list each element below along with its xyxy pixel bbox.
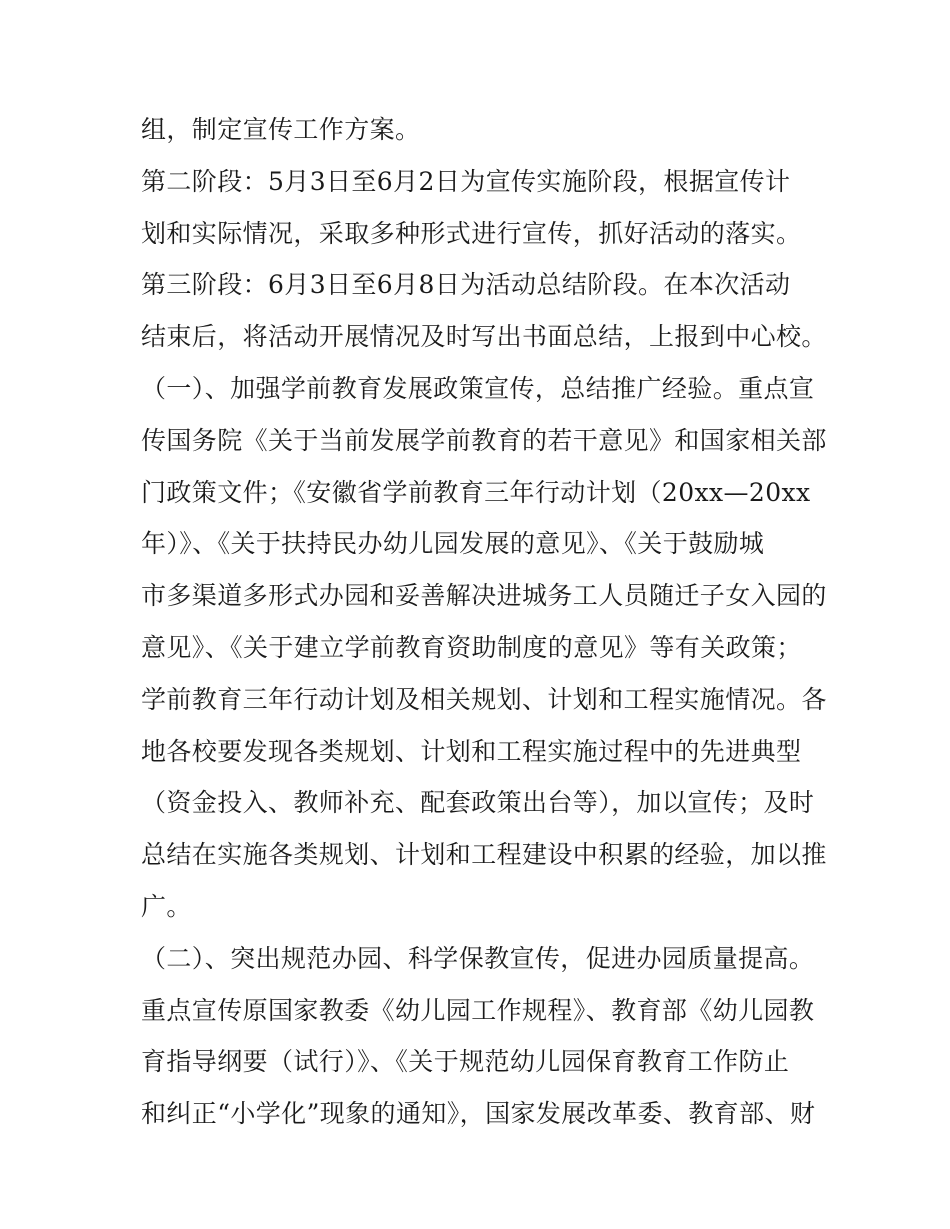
- document-body: [141, 104, 831, 1140]
- text-line: （一）、加强学前教育发展政策宣传，总结推广经验。重点宣: [141, 373, 815, 403]
- text-line: 地各校要发现各类规划、计划和工程实施过程中的先进典型: [141, 736, 802, 766]
- text-line: 总结在实施各类规划、计划和工程建设中积累的经验，加以推: [141, 840, 827, 870]
- text-line: 划和实际情况，采取多种形式进行宣传，抓好活动的落实。: [141, 218, 802, 248]
- text-line: 广。: [141, 891, 192, 921]
- text-line: 组，制定宣传工作方案。: [141, 115, 421, 144]
- text-line: 传国务院《关于当前发展学前教育的若干意见》和国家相关部: [141, 425, 827, 455]
- text-line: 学前教育三年行动计划及相关规划、计划和工程实施情况。各: [141, 684, 827, 714]
- text-line: 第二阶段：5月3日至6月2日为宣传实施阶段，根据宣传计: [141, 166, 791, 196]
- text-line: （二）、突出规范办园、科学保教宣传，促进办园质量提高。: [141, 943, 815, 973]
- text-line: 第三阶段：6月3日至6月8日为活动总结阶段。在本次活动: [141, 270, 791, 300]
- text-line: 意见》、《关于建立学前教育资助制度的意见》等有关政策；: [141, 632, 802, 662]
- text-line: 市多渠道多形式办园和妥善解决进城务工人员随迁子女入园的: [141, 581, 827, 611]
- text-line: 育指导纲要（试行）》、《关于规范幼儿园保育教育工作防止: [141, 1047, 790, 1077]
- text-line: 和纠正“小学化”现象的通知》，国家发展改革委、教育部、财: [141, 1099, 816, 1129]
- text-line: 门政策文件；《安徽省学前教育三年行动计划（20xx—20xx: [141, 477, 811, 507]
- text-line: 年）》、《关于扶持民办幼儿园发展的意见》、《关于鼓励城: [141, 529, 765, 559]
- text-line: 结束后，将活动开展情况及时写出书面总结，上报到中心校。: [141, 322, 827, 352]
- text-line: 重点宣传原国家教委《幼儿园工作规程》、教育部《幼儿园教: [141, 995, 815, 1025]
- text-line: （资金投入、教师补充、配套政策出台等），加以宣传；及时: [141, 788, 815, 818]
